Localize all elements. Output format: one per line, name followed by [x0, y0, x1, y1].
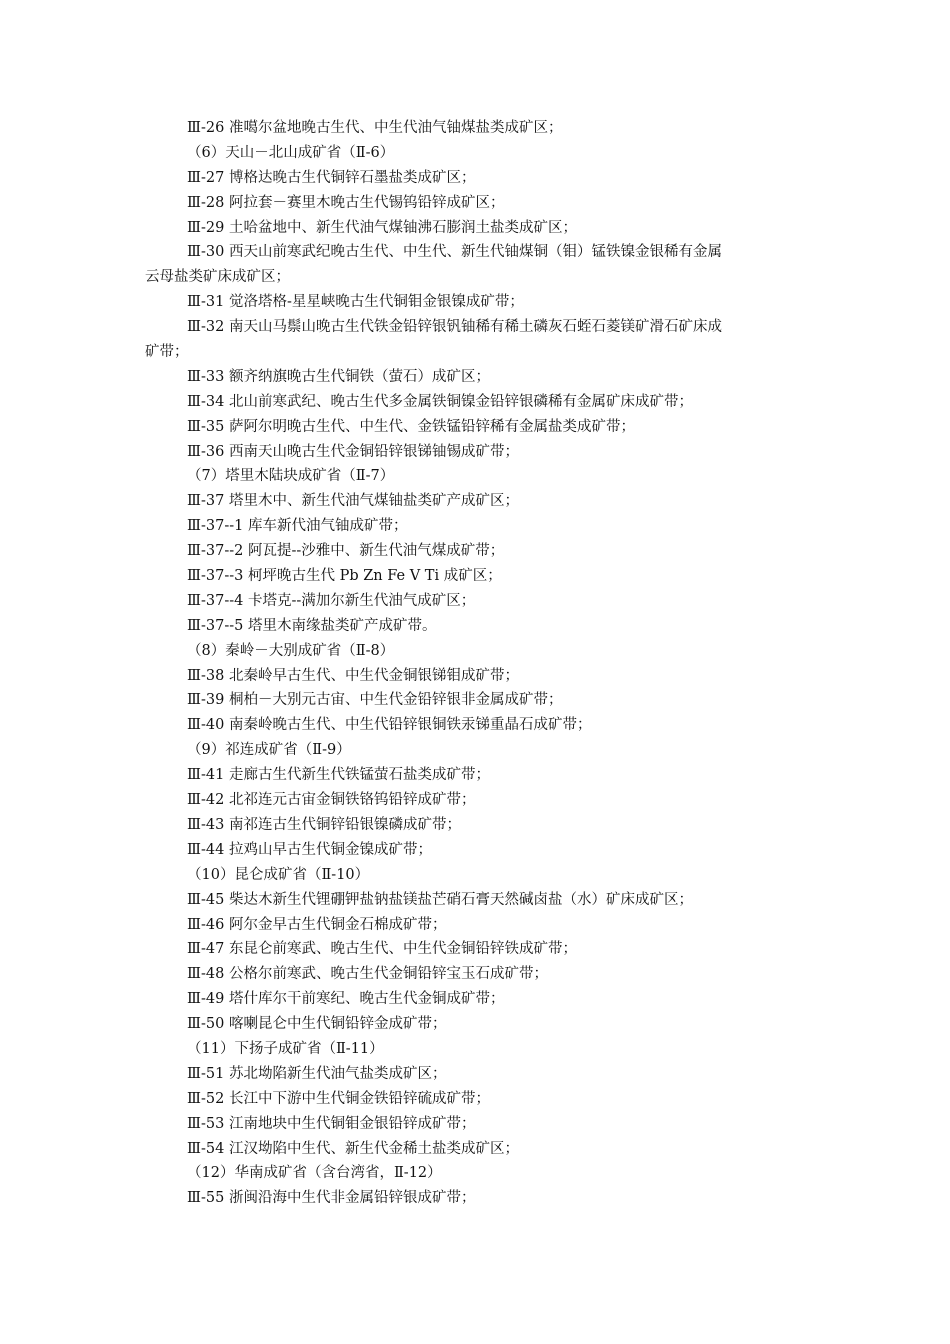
text-line: Ⅲ-42 北祁连元古宙金铜铁铬钨铅锌成矿带；: [187, 792, 476, 809]
text-line: Ⅲ-33 额齐纳旗晚古生代铜铁（萤石）成矿区；: [187, 368, 490, 385]
text-line: Ⅲ-37--3 柯坪晚古生代 Pb Zn Fe V Ti 成矿区；: [187, 568, 502, 585]
text-line: 云母盐类矿床成矿区；: [145, 269, 290, 286]
text-line: Ⅲ-37--2 阿瓦提--沙雅中、新生代油气煤成矿带；: [187, 543, 505, 560]
text-line: Ⅲ-51 苏北坳陷新生代油气盐类成矿区；: [187, 1065, 447, 1082]
text-line: Ⅲ-50 喀喇昆仑中生代铜铅锌金成矿带；: [187, 1016, 447, 1033]
text-line: Ⅲ-55 浙闽沿海中生代非金属铅锌银成矿带；: [187, 1190, 476, 1207]
text-line: Ⅲ-36 西南天山晚古生代金铜铅锌银锑铀锡成矿带；: [187, 443, 519, 460]
text-line: Ⅲ-52 长江中下游中生代铜金铁铅锌硫成矿带；: [187, 1090, 490, 1107]
text-line: Ⅲ-48 公格尔前寒武、晚古生代金铜铅锌宝玉石成矿带；: [187, 966, 548, 983]
text-line: （9）祁连成矿省（Ⅱ-9）: [187, 742, 351, 759]
text-line: Ⅲ-39 桐柏－大别元古宙、中生代金铅锌银非金属成矿带；: [187, 692, 563, 709]
text-line: Ⅲ-37--4 卡塔克--满加尔新生代油气成矿区；: [187, 592, 476, 609]
text-line: Ⅲ-27 博格达晚古生代铜锌石墨盐类成矿区；: [187, 169, 476, 186]
text-line: Ⅲ-46 阿尔金早古生代铜金石棉成矿带；: [187, 916, 447, 933]
text-line: Ⅲ-32 南天山马鬃山晚古生代铁金铅锌银钒铀稀有稀土磷灰石蛭石菱镁矿滑石矿床成: [187, 319, 722, 336]
text-line: Ⅲ-41 走廊古生代新生代铁锰萤石盐类成矿带；: [187, 767, 490, 784]
text-line: Ⅲ-49 塔什库尔干前寒纪、晚古生代金铜成矿带；: [187, 991, 505, 1008]
text-line: Ⅲ-44 拉鸡山早古生代铜金镍成矿带；: [187, 841, 432, 858]
text-line: （7）塔里木陆块成矿省（Ⅱ-7）: [187, 468, 395, 485]
text-line: Ⅲ-37--5 塔里木南缘盐类矿产成矿带。: [187, 617, 437, 634]
text-line: Ⅲ-28 阿拉套－赛里木晚古生代锡钨铅锌成矿区；: [187, 194, 505, 211]
text-line: 矿带；: [145, 344, 189, 361]
text-line: Ⅲ-37 塔里木中、新生代油气煤铀盐类矿产成矿区；: [187, 493, 519, 510]
text-line: Ⅲ-54 江汉坳陷中生代、新生代金稀土盐类成矿区；: [187, 1140, 519, 1157]
text-line: Ⅲ-47 东昆仑前寒武、晚古生代、中生代金铜铅锌铁成矿带；: [187, 941, 577, 958]
text-line: （11）下扬子成矿省（Ⅱ-11）: [187, 1040, 384, 1057]
text-line: Ⅲ-53 江南地块中生代铜钼金银铅锌成矿带；: [187, 1115, 476, 1132]
text-line: Ⅲ-37--1 库车新代油气铀成矿带；: [187, 518, 408, 535]
document-body: [145, 116, 817, 1211]
text-line: Ⅲ-31 觉洛塔格-星星峡晚古生代铜钼金银镍成矿带；: [187, 294, 524, 311]
text-line: Ⅲ-29 土哈盆地中、新生代油气煤铀沸石膨润土盐类成矿区；: [187, 219, 577, 236]
text-line: Ⅲ-40 南秦岭晚古生代、中生代铅锌银铜铁汞锑重晶石成矿带；: [187, 717, 592, 734]
text-line: Ⅲ-34 北山前寒武纪、晚古生代多金属铁铜镍金铅锌银磷稀有金属矿床成矿带；: [187, 393, 693, 410]
text-line: Ⅲ-35 萨阿尔明晚古生代、中生代、金铁锰铅锌稀有金属盐类成矿带；: [187, 418, 635, 435]
text-line: Ⅲ-30 西天山前寒武纪晚古生代、中生代、新生代铀煤铜（钼）锰铁镍金银稀有金属: [187, 244, 722, 261]
text-line: （10）昆仑成矿省（Ⅱ-10）: [187, 866, 370, 883]
text-line: （6）天山－北山成矿省（Ⅱ-6）: [187, 144, 395, 161]
text-line: Ⅲ-38 北秦岭早古生代、中生代金铜银锑钼成矿带；: [187, 667, 519, 684]
text-line: Ⅲ-26 准噶尔盆地晚古生代、中生代油气铀煤盐类成矿区；: [187, 120, 563, 136]
text-line: Ⅲ-45 柴达木新生代锂硼钾盐钠盐镁盐芒硝石膏天然碱卤盐（水）矿床成矿区；: [187, 891, 693, 908]
text-line: （12）华南成矿省（含台湾省，Ⅱ-12）: [187, 1165, 442, 1182]
text-line: Ⅲ-43 南祁连古生代铜锌铅银镍磷成矿带；: [187, 816, 461, 833]
text-line: （8）秦岭－大别成矿省（Ⅱ-8）: [187, 642, 395, 659]
